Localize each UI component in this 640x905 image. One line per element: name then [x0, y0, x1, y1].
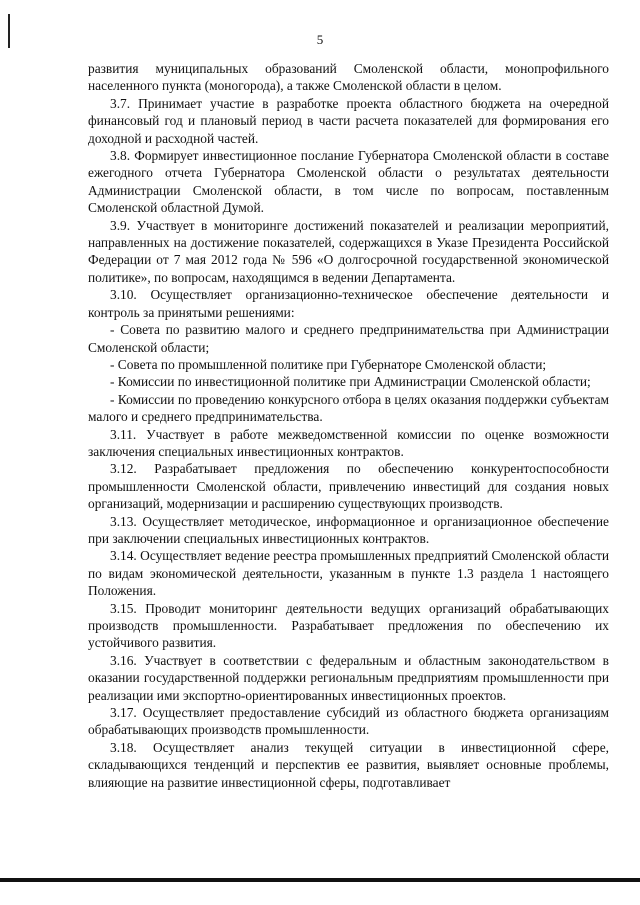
paragraph-3-12: 3.12. Разрабатывает предложения по обеспечению конкурентоспособности промышленности Смоленской области, привлечению инвестиций для создания новых организаций, модернизации и расширению существующих производств. [88, 461, 609, 512]
bottom-border-line [0, 878, 640, 882]
paragraph-3-8: 3.8. Формирует инвестиционное послание Губернатора Смоленской области в составе ежегодного отчета Губернатора Смоленской области о результатах деятельности Администрации Смоленской области, в том числе по вопросам, поставленным Смоленской областной Думой. [88, 148, 609, 216]
document-body [88, 60, 609, 791]
paragraph-3-16: 3.16. Участвует в соответствии с федеральным и областным законодательством в оказании государственной поддержки региональным предприятиям промышленности при реализации ими экспортно-ориентированных инвестиционных проектов. [88, 652, 609, 703]
paragraph-3-17: 3.17. Осуществляет предоставление субсидий из областного бюджета организациям обрабатывающих производств промышленности. [88, 705, 609, 738]
list-item-council-small-business: - Совета по развитию малого и среднего предпринимательства при Администрации Смоленской области; [88, 322, 609, 355]
paragraph-continuation: развития муниципальных образований Смоленской области, монопрофильного населенного пункта (моногорода), а также Смоленской области в целом. [88, 61, 609, 94]
list-item-council-industrial-policy: - Совета по промышленной политике при Губернаторе Смоленской области; [110, 356, 547, 372]
paragraph-3-11: 3.11. Участвует в работе межведомственной комиссии по оценке возможности заключения специальных инвестиционных контрактов. [88, 426, 609, 459]
paragraph-3-15: 3.15. Проводит мониторинг деятельности ведущих организаций обрабатывающих производств промышленности. Разрабатывает предложения по обеспечению их устойчивого развития. [88, 600, 609, 651]
paragraph-3-7: 3.7. Принимает участие в разработке проекта областного бюджета на очередной финансовый год и плановый период в части расчета показателей для формирования его доходной и расходной частей. [88, 95, 609, 146]
list-item-commission-competitive-selection: - Комиссии по проведению конкурсного отбора в целях оказания поддержки субъектам малого и среднего предпринимательства. [88, 391, 609, 425]
paragraph-3-14: 3.14. Осуществляет ведение реестра промышленных предприятий Смоленской области по видам экономической деятельности, указанным в пункте 1.3 раздела 1 настоящего Положения. [88, 548, 609, 599]
paragraph-3-10: 3.10. Осуществляет организационно-техническое обеспечение деятельности и контроль за принятыми решениями: [88, 287, 609, 320]
paragraph-3-13: 3.13. Осуществляет методическое, информационное и организационное обеспечение при заключении специальных инвестиционных контрактов. [88, 513, 609, 546]
page-number: 5 [316, 32, 324, 47]
paragraph-3-18: 3.18. Осуществляет анализ текущей ситуации в инвестиционной сфере, складывающихся тенденций и перспектив ее развития, выявляет основные проблемы, влияющие на развитие инвестиционной сферы, подготавливает [88, 739, 609, 790]
paragraph-3-9: 3.9. Участвует в мониторинге достижений показателей и реализации мероприятий, направленных на достижение показателей, содержащихся в Указе Президента Российской Федерации от 7 мая 2012 года № 596 «О долгосрочной государственной экономической политике», по вопросам, находящимся в ведении Департамента. [88, 217, 609, 285]
list-item-commission-investment: - Комиссии по инвестиционной политике при Администрации Смоленской области; [110, 374, 591, 390]
